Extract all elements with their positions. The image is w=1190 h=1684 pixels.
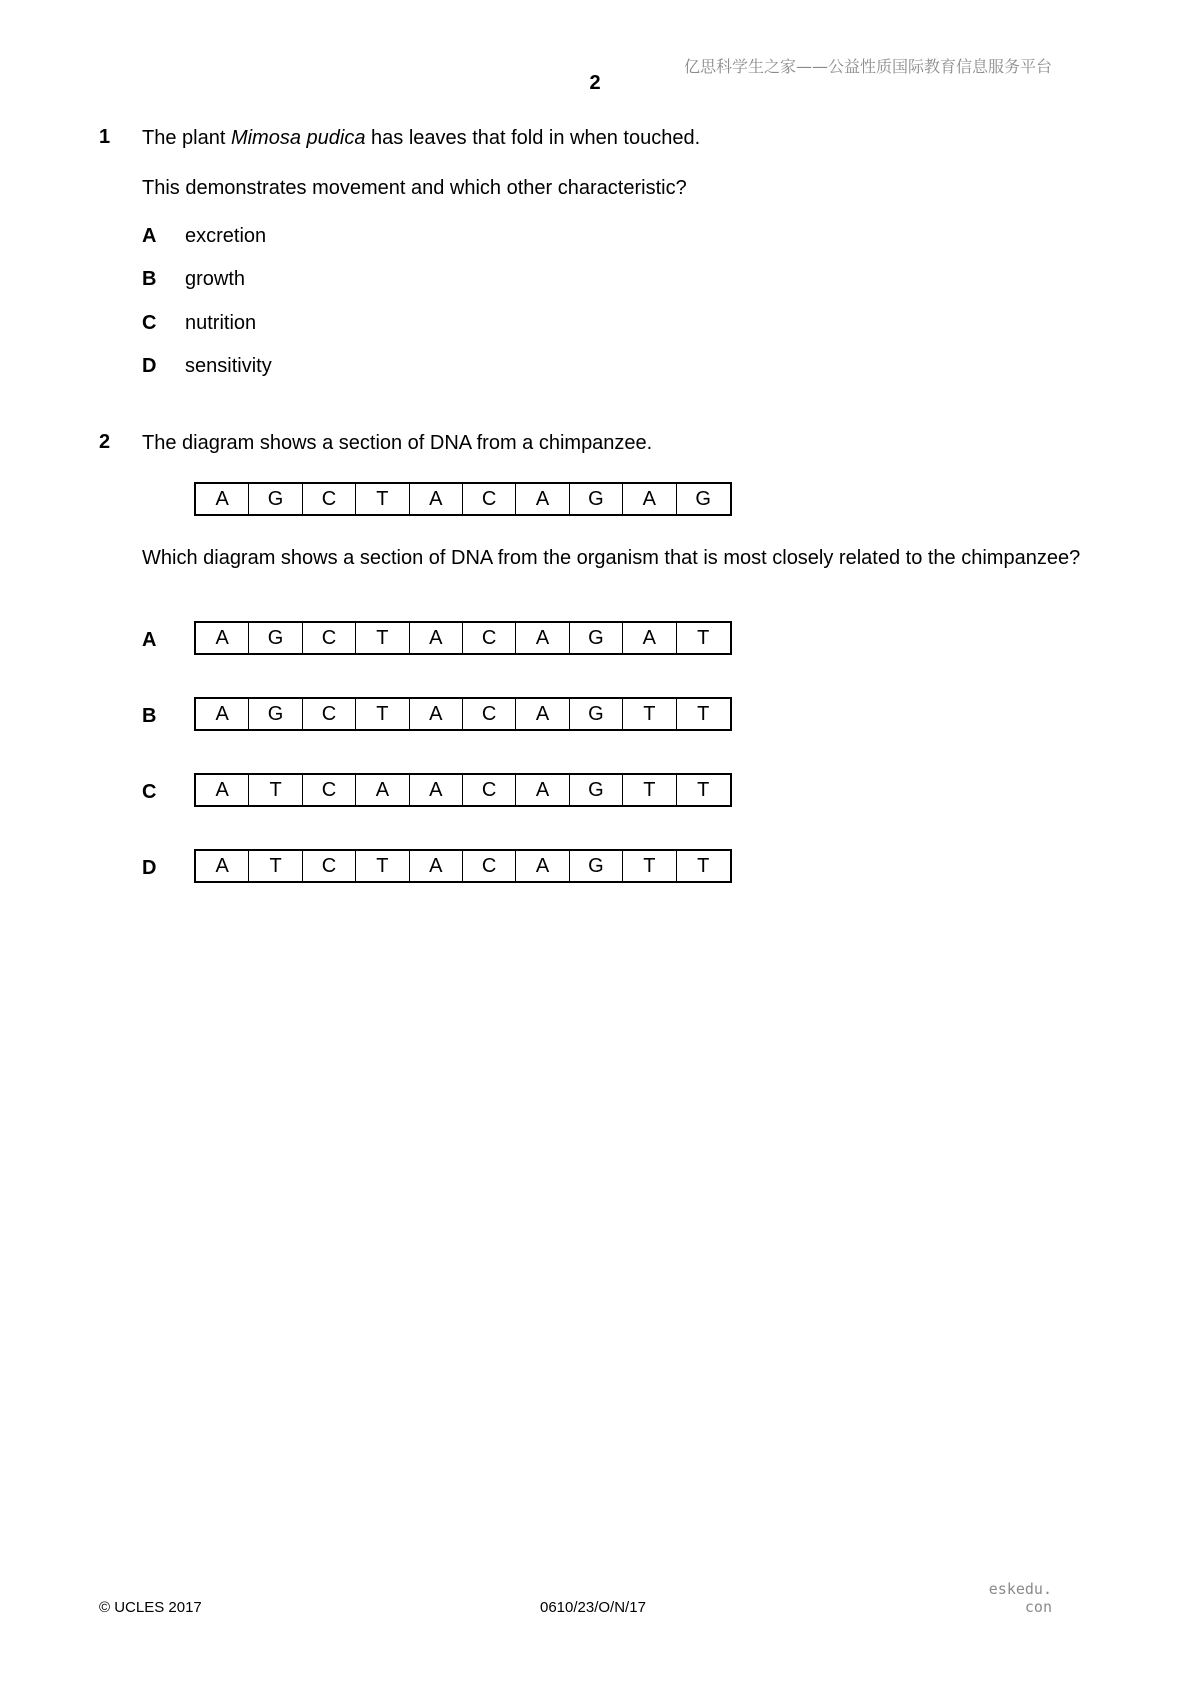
- question-2-option-d-dna-strip[interactable]: [194, 849, 732, 883]
- question-1-option-d[interactable]: [142, 355, 272, 378]
- question-2-option-a-dna-strip[interactable]: [194, 621, 732, 655]
- dna-base-cell: C: [463, 623, 516, 653]
- question-2-prompt: Which diagram shows a section of DNA from the organism that is most closely related to the chimpanzee?: [142, 547, 1081, 569]
- chimpanzee-dna-strip: [194, 482, 732, 516]
- dna-base-cell: C: [303, 851, 356, 881]
- dna-base-cell: T: [356, 623, 409, 653]
- footer-copyright: © UCLES 2017: [99, 1599, 202, 1616]
- dna-base-cell: A: [410, 851, 463, 881]
- option-text: excretion: [185, 225, 267, 247]
- dna-base-cell: T: [697, 854, 710, 877]
- dna-base-cell: G: [249, 699, 302, 729]
- question-1-number: 1: [99, 126, 111, 148]
- option-letter: A: [142, 225, 157, 247]
- question-1-stem: [142, 125, 700, 151]
- question-1-stem-post: has leaves that fold in when touched.: [365, 127, 701, 149]
- question-1-stem-pre: The plant: [142, 127, 231, 149]
- dna-base-cell: T: [623, 851, 676, 881]
- page-number: 2: [589, 72, 601, 94]
- question-2-stem: The diagram shows a section of DNA from a chimpanzee.: [142, 432, 653, 454]
- dna-base-cell: G: [695, 487, 711, 510]
- dna-base-cell: A: [410, 484, 463, 514]
- dna-base-cell: A: [516, 851, 569, 881]
- dna-base-cell: C: [463, 851, 516, 881]
- dna-base-cell: C: [303, 699, 356, 729]
- option-letter: D: [142, 355, 157, 377]
- footer-paper-code: 0610/23/O/N/17: [540, 1599, 646, 1616]
- dna-base-cell: C: [463, 699, 516, 729]
- question-1-option-c[interactable]: [142, 312, 257, 335]
- dna-base-cell: A: [516, 484, 569, 514]
- dna-base-cell: G: [570, 484, 623, 514]
- dna-base-cell: T: [249, 775, 302, 805]
- dna-base-cell: G: [570, 851, 623, 881]
- question-1-species: Mimosa pudica: [230, 127, 366, 149]
- dna-base-cell: C: [463, 775, 516, 805]
- dna-base-cell: A: [516, 623, 569, 653]
- dna-base-cell: G: [249, 623, 302, 653]
- dna-base-cell: A: [196, 484, 249, 514]
- question-2-option-b-letter[interactable]: B: [142, 705, 157, 727]
- dna-base-cell: T: [356, 851, 409, 881]
- dna-base-cell: A: [410, 775, 463, 805]
- watermark-top: 亿思科学生之家——公益性质国际教育信息服务平台: [683, 57, 1052, 76]
- dna-base-cell: T: [249, 851, 302, 881]
- option-text: nutrition: [185, 312, 257, 334]
- dna-base-cell: T: [697, 626, 710, 649]
- dna-base-cell: T: [356, 699, 409, 729]
- dna-base-cell: A: [196, 851, 249, 881]
- dna-base-cell: A: [196, 699, 249, 729]
- dna-base-cell: G: [570, 699, 623, 729]
- question-1-option-a[interactable]: [142, 225, 267, 248]
- dna-base-cell: T: [623, 775, 676, 805]
- question-2-number: 2: [99, 431, 111, 453]
- dna-base-cell: A: [516, 775, 569, 805]
- option-letter: B: [142, 268, 157, 290]
- dna-base-cell: A: [516, 699, 569, 729]
- question-2-option-c-dna-strip[interactable]: [194, 773, 732, 807]
- dna-base-cell: G: [570, 623, 623, 653]
- option-letter: C: [142, 312, 157, 334]
- dna-base-cell: C: [463, 484, 516, 514]
- dna-base-cell: T: [697, 702, 710, 725]
- dna-base-cell: T: [697, 778, 710, 801]
- dna-base-cell: A: [196, 775, 249, 805]
- watermark-bottom: eskedu. con: [988, 1580, 1052, 1616]
- dna-base-cell: T: [623, 699, 676, 729]
- question-2-option-d-letter[interactable]: D: [142, 857, 157, 879]
- option-text: sensitivity: [185, 355, 272, 377]
- dna-base-cell: A: [196, 623, 249, 653]
- question-2-option-b-dna-strip[interactable]: [194, 697, 732, 731]
- dna-base-cell: A: [410, 623, 463, 653]
- dna-base-cell: C: [303, 484, 356, 514]
- question-1-prompt: This demonstrates movement and which other characteristic?: [142, 177, 687, 199]
- dna-base-cell: A: [623, 484, 676, 514]
- dna-base-cell: A: [356, 775, 409, 805]
- dna-base-cell: G: [249, 484, 302, 514]
- dna-base-cell: T: [356, 484, 409, 514]
- question-2-option-c-letter[interactable]: C: [142, 781, 157, 803]
- dna-base-cell: C: [303, 775, 356, 805]
- question-2-option-a-letter[interactable]: A: [142, 629, 157, 651]
- question-1-option-b[interactable]: [142, 268, 246, 291]
- dna-base-cell: G: [570, 775, 623, 805]
- option-text: growth: [185, 268, 246, 290]
- dna-base-cell: C: [303, 623, 356, 653]
- dna-base-cell: A: [410, 699, 463, 729]
- dna-base-cell: A: [623, 623, 676, 653]
